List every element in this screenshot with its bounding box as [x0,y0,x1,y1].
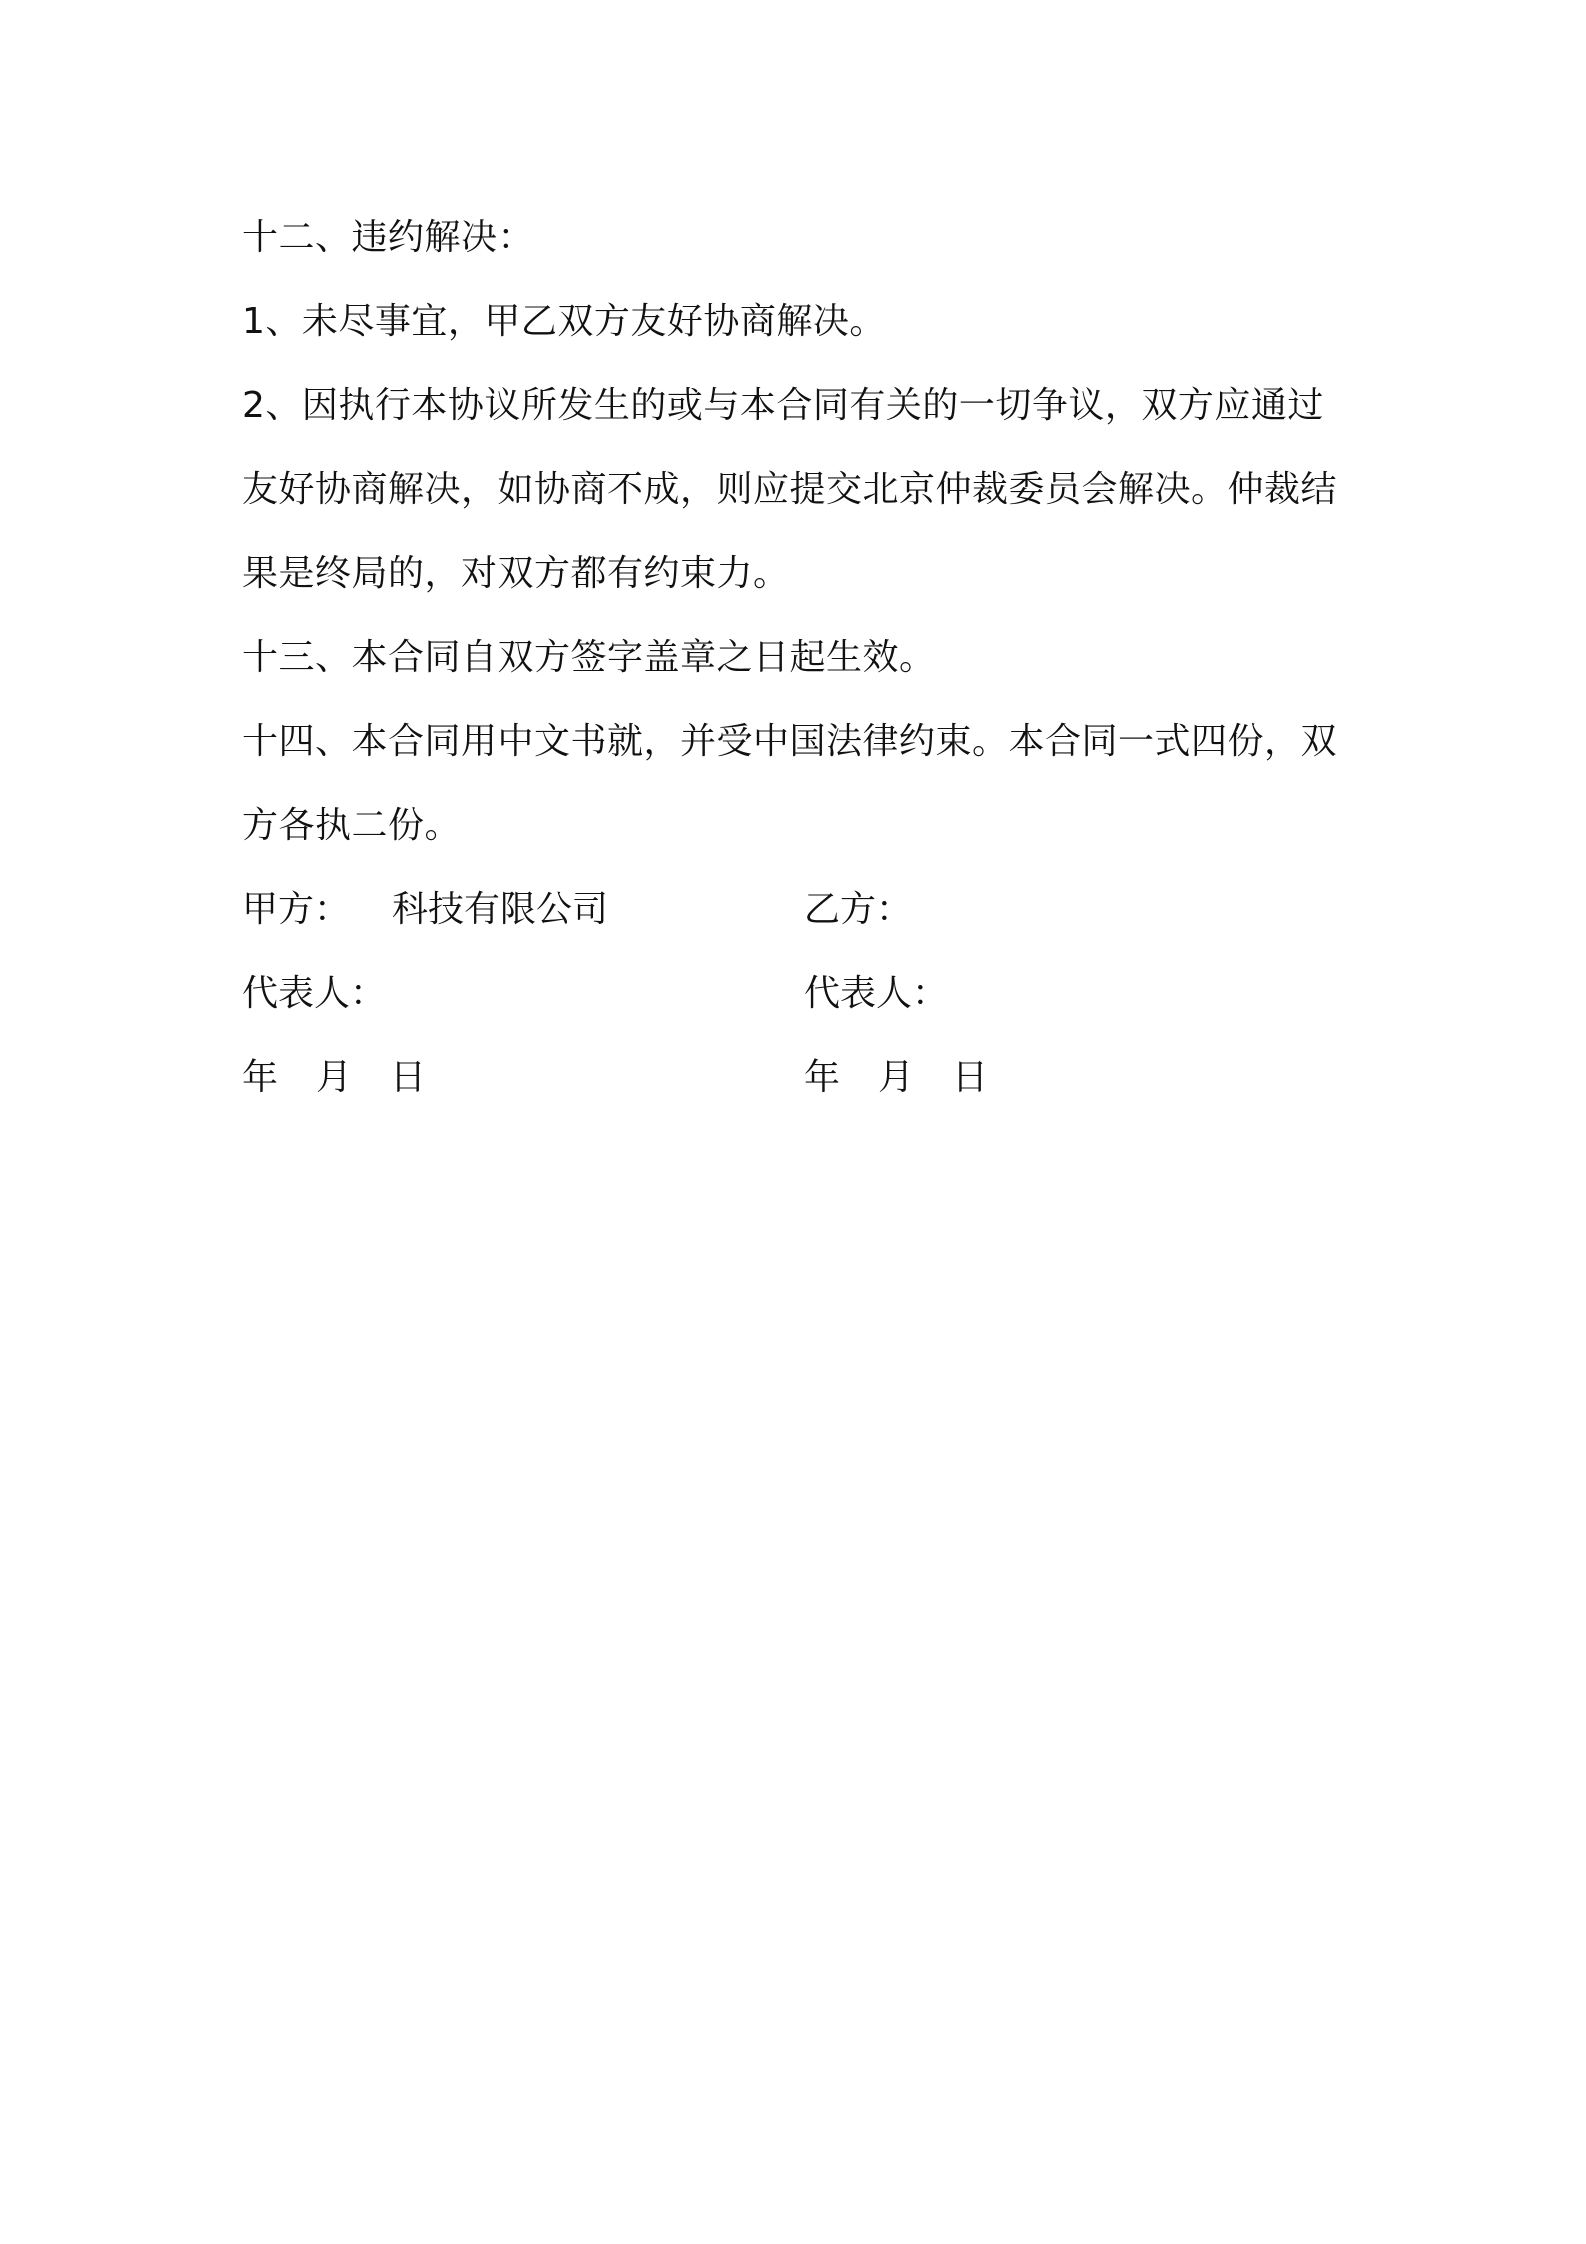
section-14-line-2: 方各执二份。 [242,805,462,846]
signature-representative-row [242,952,1352,1036]
section-13: 十三、本合同自双方签字盖章之日起生效。 [242,637,936,678]
signature-party-row [242,868,1352,952]
date-b-year: 年 [804,1057,841,1098]
party-a-label: 甲方： [242,889,351,930]
date-b [804,1036,988,1120]
party-b-label: 乙方： [804,889,913,930]
date-a-year: 年 [242,1057,279,1098]
date-b-month: 月 [878,1057,915,1098]
date-a [242,1036,426,1120]
contract-body [242,196,1352,1120]
section-12-item-2-line-2: 友好协商解决，如协商不成，则应提交北京仲裁委员会解决。仲裁结 [242,469,1338,510]
party-b [804,868,912,952]
date-b-day: 日 [952,1057,989,1098]
section-12-item-2-line-1: 2、因执行本协议所发生的或与本合同有关的一切争议，双方应通过 [242,385,1324,426]
section-12-heading: 十二、违约解决： [242,217,535,258]
section-12-item-1: 1、未尽事宜，甲乙双方友好协商解决。 [242,301,886,342]
date-a-day: 日 [390,1057,427,1098]
section-14-line-1: 十四、本合同用中文书就，并受中国法律约束。本合同一式四份，双 [242,721,1338,762]
section-12-item-2-line-3: 果是终局的，对双方都有约束力。 [242,553,790,594]
date-a-month: 月 [316,1057,353,1098]
representative-b: 代表人： [804,973,949,1014]
party-a-name: 科技有限公司 [392,889,609,930]
signature-date-row [242,1036,1352,1120]
representative-a: 代表人： [242,973,387,1014]
party-a [242,868,608,952]
